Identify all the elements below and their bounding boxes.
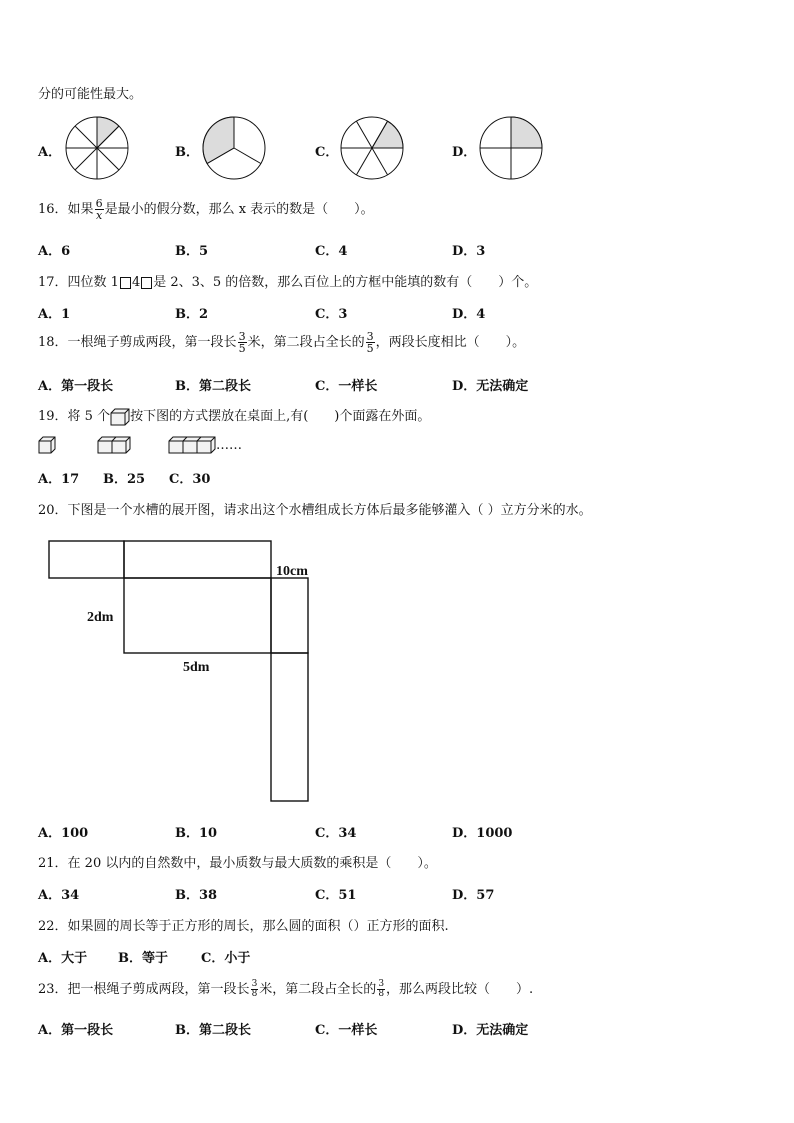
q23-number: 23． (38, 982, 68, 997)
q17-stem: 17．四位数 1 4 是 2、3、5 的倍数，那么百位上的方框中能填的数有（ ）个。 (38, 275, 538, 290)
q18-option-b: B．第二段长 (175, 379, 251, 394)
q17-option-a: A．1 (38, 307, 71, 322)
q22-option-b: B．等于 (118, 951, 168, 966)
spinner-d-shaded-sector (511, 117, 542, 148)
q19-ellipsis: …… (216, 438, 242, 453)
q23-stem: 23．把一根绳子剪成两段，第一段长 $\frac{3}{8}$ 米，第二段占全长的 $\frac{3}{8}$ ，那么两段比较（ ）. (38, 979, 534, 999)
q21-number: 21． (38, 856, 68, 871)
q23-fraction-1: $\frac{3}{8}$ (251, 979, 258, 999)
q20-option-b: B．10 (175, 826, 218, 841)
q20-option-a: A．100 (38, 826, 89, 841)
digit-box-hundreds (120, 277, 131, 289)
q23-option-c: C．一样长 (315, 1023, 378, 1038)
q17-option-c: C．3 (315, 307, 348, 322)
q20-number: 20． (38, 503, 68, 518)
q23-option-b: B．第二段长 (175, 1023, 251, 1038)
q19-option-c: C．30 (169, 472, 211, 487)
q20-stem: 20．下图是一个水槽的展开图，请求出这个水槽组成长方体后最多能够灌入（ ）立方分米的水。 (38, 503, 592, 518)
q23-option-a: A．第一段长 (38, 1023, 114, 1038)
net-bottom-flap (271, 653, 308, 801)
q17-option-b: B．2 (175, 307, 209, 322)
q19-stem: 19．将 5 个 按下图的方式摆放在桌面上,有( )个面露在外面。 (38, 409, 431, 424)
q17-option-d: D．4 (452, 307, 486, 322)
cube-icon (110, 408, 130, 426)
q15-option-d-label: D． (452, 145, 477, 160)
q18-option-a: A．第一段长 (38, 379, 114, 394)
spinner-6-sectors (339, 115, 405, 181)
q15-option-b-label: B． (175, 145, 199, 160)
q16-option-a: A．6 (38, 244, 71, 259)
water-tank-net-diagram (40, 535, 340, 810)
q16-option-c: C．4 (315, 244, 348, 259)
q17-number: 17． (38, 275, 68, 290)
q22-option-c: C．小于 (201, 951, 251, 966)
q19-option-a: A．17 (38, 472, 80, 487)
q23-fraction-2: $\frac{3}{8}$ (378, 979, 385, 999)
net-left-flap (49, 541, 124, 578)
q22-option-a: A．大于 (38, 951, 88, 966)
q20-option-d: D．1000 (452, 826, 513, 841)
label-10cm: 10cm (276, 564, 308, 579)
q21-stem: 21．在 20 以内的自然数中，最小质数与最大质数的乘积是（ ）。 (38, 856, 437, 871)
label-5dm: 5dm (183, 660, 210, 675)
q15-option-a-label: A． (38, 145, 62, 160)
q16-option-d: D．3 (452, 244, 486, 259)
q15-tail-text: 分的可能性最大。 (38, 87, 143, 102)
q18-option-c: C．一样长 (315, 379, 378, 394)
q19-number: 19． (38, 409, 68, 424)
spinner-4-sectors (478, 115, 544, 181)
q18-fraction-2: $\frac{3}{5}$ (366, 330, 374, 355)
q21-option-d: D．57 (452, 888, 495, 903)
q16-fraction: $\frac{6}{x}$ (95, 197, 103, 222)
q21-option-b: B．38 (175, 888, 218, 903)
q22-number: 22． (38, 919, 68, 934)
net-base (124, 578, 271, 653)
q16-stem: 16．如果 $\frac{6}{x}$ 是最小的假分数，那么 x 表示的数是（ ）。 (38, 197, 374, 222)
q21-option-c: C．51 (315, 888, 357, 903)
q18-stem: 18．一根绳子剪成两段，第一段长 $\frac{3}{5}$ 米，第二段占全长的 $\frac{3}{5}$ ，两段长度相比（ ）。 (38, 330, 526, 355)
q19-option-b: B．25 (103, 472, 146, 487)
label-2dm: 2dm (87, 610, 114, 625)
q16-number: 16． (38, 202, 68, 217)
q15-option-c-label: C． (315, 145, 339, 160)
spinner-3-sectors (201, 115, 267, 181)
q18-number: 18． (38, 335, 68, 350)
q23-option-d: D．无法确定 (452, 1023, 529, 1038)
net-top-flap (124, 541, 271, 578)
q22-stem: 22．如果圆的周长等于正方形的周长，那么圆的面积（）正方形的面积. (38, 919, 449, 934)
q20-option-c: C．34 (315, 826, 357, 841)
net-right-flap (271, 578, 308, 653)
q18-option-d: D．无法确定 (452, 379, 529, 394)
q18-fraction-1: $\frac{3}{5}$ (238, 330, 246, 355)
digit-box-ones (141, 277, 152, 289)
spinner-8-sectors (64, 115, 130, 181)
q16-option-b: B．5 (175, 244, 209, 259)
q21-option-a: A．34 (38, 888, 80, 903)
